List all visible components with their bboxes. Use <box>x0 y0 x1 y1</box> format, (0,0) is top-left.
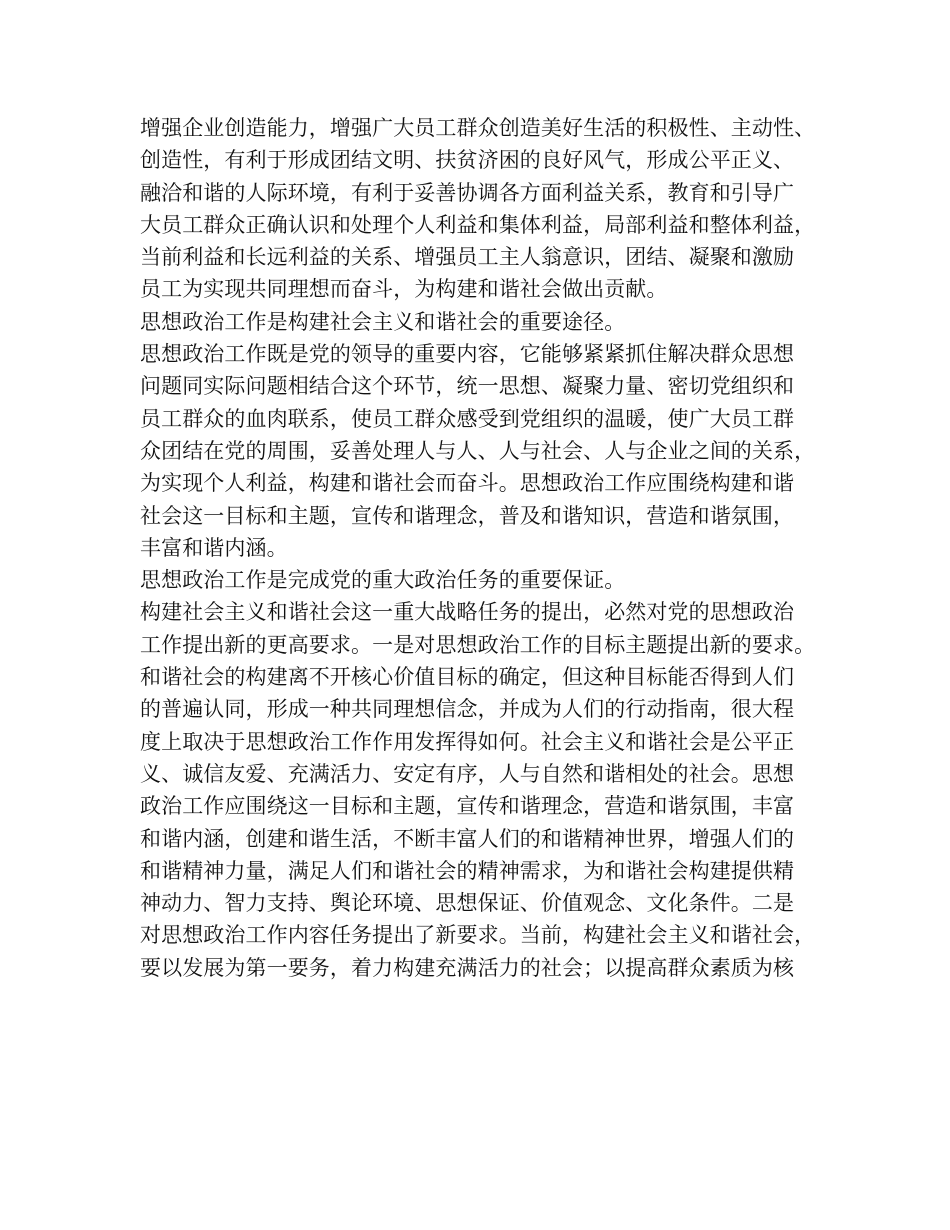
text-line: 大员工群众正确认识和处理个人利益和集体利益，局部利益和整体利益， <box>140 212 816 237</box>
text-line: 融洽和谐的人际环境，有利于妥善协调各方面利益关系，教育和引导广 <box>140 180 795 205</box>
text-line: 员工群众的血肉联系，使员工群众感受到党组织的温暖，使广大员工群 <box>140 406 795 431</box>
text-line: 神动力、智力支持、舆论环境、思想保证、价值观念、文化条件。二是 <box>140 891 795 916</box>
text-line: 义、诚信友爱、充满活力、安定有序，人与自然和谐相处的社会。思想 <box>140 761 795 786</box>
text-line: 和谐社会的构建离不开核心价值目标的确定，但这种目标能否得到人们 <box>140 665 795 690</box>
text-line: 员工为实现共同理想而奋斗，为构建和谐社会做出贡献。 <box>140 277 668 302</box>
text-line: 思想政治工作是构建社会主义和谐社会的重要途径。 <box>140 309 626 334</box>
text-line: 和谐精神力量，满足人们和谐社会的精神需求，为和谐社会构建提供精 <box>140 858 795 883</box>
text-line: 丰富和谐内涵。 <box>140 535 288 560</box>
text-line: 构建社会主义和谐社会这一重大战略任务的提出，必然对党的思想政治 <box>140 600 795 625</box>
text-line: 众团结在党的周围，妥善处理人与人、人与社会、人与企业之间的关系， <box>140 438 816 463</box>
text-line: 要以发展为第一要务，着力构建充满活力的社会；以提高群众素质为核 <box>140 955 795 980</box>
text-line: 对思想政治工作内容任务提出了新要求。当前，构建社会主义和谐社会， <box>140 923 816 948</box>
text-line: 当前利益和长远利益的关系、增强员工主人翁意识，团结、凝聚和激励 <box>140 245 795 270</box>
document-body-text <box>140 112 830 984</box>
text-line: 的普遍认同，形成一种共同理想信念，并成为人们的行动指南，很大程 <box>140 697 795 722</box>
text-line: 创造性，有利于形成团结文明、扶贫济困的良好风气，形成公平正义、 <box>140 148 795 173</box>
text-line: 思想政治工作是完成党的重大政治任务的重要保证。 <box>140 568 626 593</box>
text-line: 和谐内涵，创建和谐生活，不断丰富人们的和谐精神世界，增强人们的 <box>140 826 795 851</box>
text-line: 增强企业创造能力，增强广大员工群众创造美好生活的积极性、主动性、 <box>140 116 816 140</box>
text-line: 问题同实际问题相结合这个环节，统一思想、凝聚力量、密切党组织和 <box>140 374 795 399</box>
text-line: 为实现个人利益，构建和谐社会而奋斗。思想政治工作应围绕构建和谐 <box>140 471 795 496</box>
text-line: 思想政治工作既是党的领导的重要内容，它能够紧紧抓住解决群众思想 <box>140 342 795 367</box>
text-line: 社会这一目标和主题，宣传和谐理念，普及和谐知识，营造和谐氛围， <box>140 503 795 528</box>
text-line: 工作提出新的更高要求。一是对思想政治工作的目标主题提出新的要求。 <box>140 632 816 657</box>
text-line: 度上取决于思想政治工作作用发挥得如何。社会主义和谐社会是公平正 <box>140 729 795 754</box>
text-line: 政治工作应围绕这一目标和主题，宣传和谐理念，营造和谐氛围，丰富 <box>140 794 795 819</box>
